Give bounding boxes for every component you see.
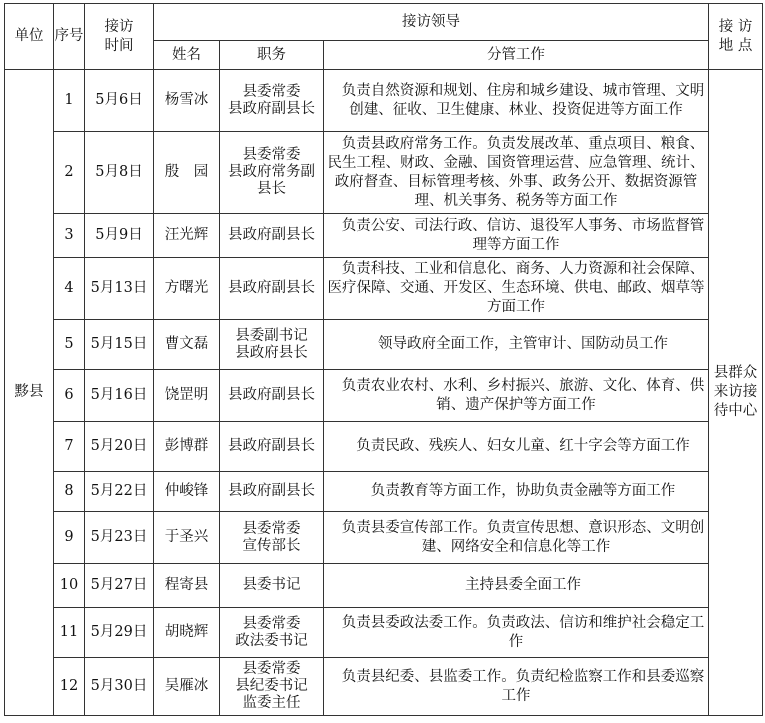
position-cell: 县委常委 县纪委书记 监委主任: [220, 658, 324, 716]
seq-cell: 10: [54, 564, 85, 608]
date-cell: 5月6日: [85, 70, 154, 132]
duties-text: 负责科技、工业和信息化、商务、人力资源和社会保障、医疗保障、交通、开发区、生态环境、供电、邮政、烟草等方面工作: [327, 261, 705, 315]
position-cell: 县政府副县长: [220, 472, 324, 512]
position-cell: 县政府副县长: [220, 258, 324, 320]
position-cell: 县委常委 宣传部长: [220, 512, 324, 564]
seq-cell: 9: [54, 512, 85, 564]
seq-cell: 3: [54, 214, 85, 258]
header-location: 接 访 地 点: [709, 4, 763, 70]
duties-text: 负责教育等方面工作，协助负责金融等方面工作: [370, 483, 676, 499]
duties-text: 负责自然资源和规划、住房和城乡建设、城市管理、文明创建、征收、卫生健康、林业、投资促进等方面工作: [341, 82, 705, 118]
header-leader: 接访领导: [154, 4, 709, 41]
duties-text: 负责农业农村、水利、乡村振兴、旅游、文化、体育、供销、遗产保护等方面工作: [341, 377, 705, 413]
name-cell: 吴雁冰: [154, 658, 220, 716]
position-cell: 县委常委 县政府副县长: [220, 70, 324, 132]
duties-cell: [324, 258, 709, 320]
position-cell: 县委常委 政法委书记: [220, 608, 324, 658]
name-cell: 胡晓辉: [154, 608, 220, 658]
table-row: [5, 658, 763, 716]
date-cell: 5月13日: [85, 258, 154, 320]
position-cell: 县委常委 县政府常务副 县长: [220, 132, 324, 214]
name-cell: 汪光辉: [154, 214, 220, 258]
seq-cell: 7: [54, 422, 85, 472]
date-cell: 5月16日: [85, 370, 154, 422]
table-row: [5, 258, 763, 320]
date-cell: 5月20日: [85, 422, 154, 472]
duties-text: 负责民政、残疾人、妇女儿童、红十字会等方面工作: [356, 438, 690, 454]
header-position: 职务: [220, 41, 324, 70]
position-cell: 县政府副县长: [220, 214, 324, 258]
seq-cell: 1: [54, 70, 85, 132]
seq-cell: 6: [54, 370, 85, 422]
table-row: [5, 608, 763, 658]
duties-text: 负责公安、司法行政、信访、退役军人事务、市场监督管理等方面工作: [341, 217, 705, 253]
header-unit: 单位: [5, 4, 54, 70]
date-cell: 5月23日: [85, 512, 154, 564]
date-cell: 5月27日: [85, 564, 154, 608]
table-row: [5, 132, 763, 214]
table-row: [5, 512, 763, 564]
date-cell: 5月22日: [85, 472, 154, 512]
duties-cell: [324, 320, 709, 370]
name-cell: 方曙光: [154, 258, 220, 320]
table-row: [5, 370, 763, 422]
reception-schedule-table: [4, 3, 763, 716]
header-seq: 序号: [54, 4, 85, 70]
date-cell: 5月8日: [85, 132, 154, 214]
seq-cell: 5: [54, 320, 85, 370]
duties-text: 负责县政府常务工作。负责发展改革、重点项目、粮食、民生工程、财政、金融、国资管理运营、应急管理、统计、政府督查、目标管理考核、外事、政务公开、数据资源管理、机关事务、税务等方面工作: [327, 135, 705, 209]
name-cell: 殷 园: [154, 132, 220, 214]
position-cell: 县政府副县长: [220, 370, 324, 422]
duties-text: 领导政府全面工作，主管审计、国防动员工作: [378, 336, 669, 352]
seq-cell: 4: [54, 258, 85, 320]
date-cell: 5月15日: [85, 320, 154, 370]
header-name: 姓名: [154, 41, 220, 70]
duties-cell: [324, 132, 709, 214]
name-cell: 仲峻锋: [154, 472, 220, 512]
table-row: [5, 214, 763, 258]
table-row: [5, 70, 763, 132]
position-cell: 县委副书记 县政府县长: [220, 320, 324, 370]
duties-cell: [324, 608, 709, 658]
table-row: [5, 564, 763, 608]
duties-text: 负责县委政法委工作。负责政法、信访和维护社会稳定工作: [341, 614, 705, 650]
seq-cell: 2: [54, 132, 85, 214]
date-cell: 5月30日: [85, 658, 154, 716]
position-cell: 县政府副县长: [220, 422, 324, 472]
duties-cell: [324, 512, 709, 564]
duties-text: 主持县委全面工作: [465, 577, 582, 593]
duties-cell: [324, 422, 709, 472]
name-cell: 饶罡明: [154, 370, 220, 422]
name-cell: 曹文磊: [154, 320, 220, 370]
duties-cell: [324, 658, 709, 716]
duties-cell: [324, 564, 709, 608]
seq-cell: 8: [54, 472, 85, 512]
duties-cell: [324, 370, 709, 422]
table-row: [5, 320, 763, 370]
duties-text: 负责县委宣传部工作。负责宣传思想、意识形态、文明创建、网络安全和信息化等工作: [341, 519, 705, 555]
seq-cell: 11: [54, 608, 85, 658]
name-cell: 程寄县: [154, 564, 220, 608]
header-time: 接访 时间: [85, 4, 154, 70]
duties-cell: [324, 214, 709, 258]
duties-cell: [324, 70, 709, 132]
date-cell: 5月9日: [85, 214, 154, 258]
duties-cell: [324, 472, 709, 512]
name-cell: 彭博群: [154, 422, 220, 472]
name-cell: 于圣兴: [154, 512, 220, 564]
table-body: [5, 70, 763, 716]
table-row: [5, 472, 763, 512]
position-cell: 县委书记: [220, 564, 324, 608]
date-cell: 5月29日: [85, 608, 154, 658]
header-duties: 分管工作: [324, 41, 709, 70]
duties-text: 负责县纪委、县监委工作。负责纪检监察工作和县委巡察工作: [341, 668, 705, 704]
seq-cell: 12: [54, 658, 85, 716]
table-row: [5, 422, 763, 472]
unit-cell: 黟县: [5, 70, 54, 716]
location-cell: 县群众 来访接 待中心: [709, 70, 763, 716]
name-cell: 杨雪冰: [154, 70, 220, 132]
